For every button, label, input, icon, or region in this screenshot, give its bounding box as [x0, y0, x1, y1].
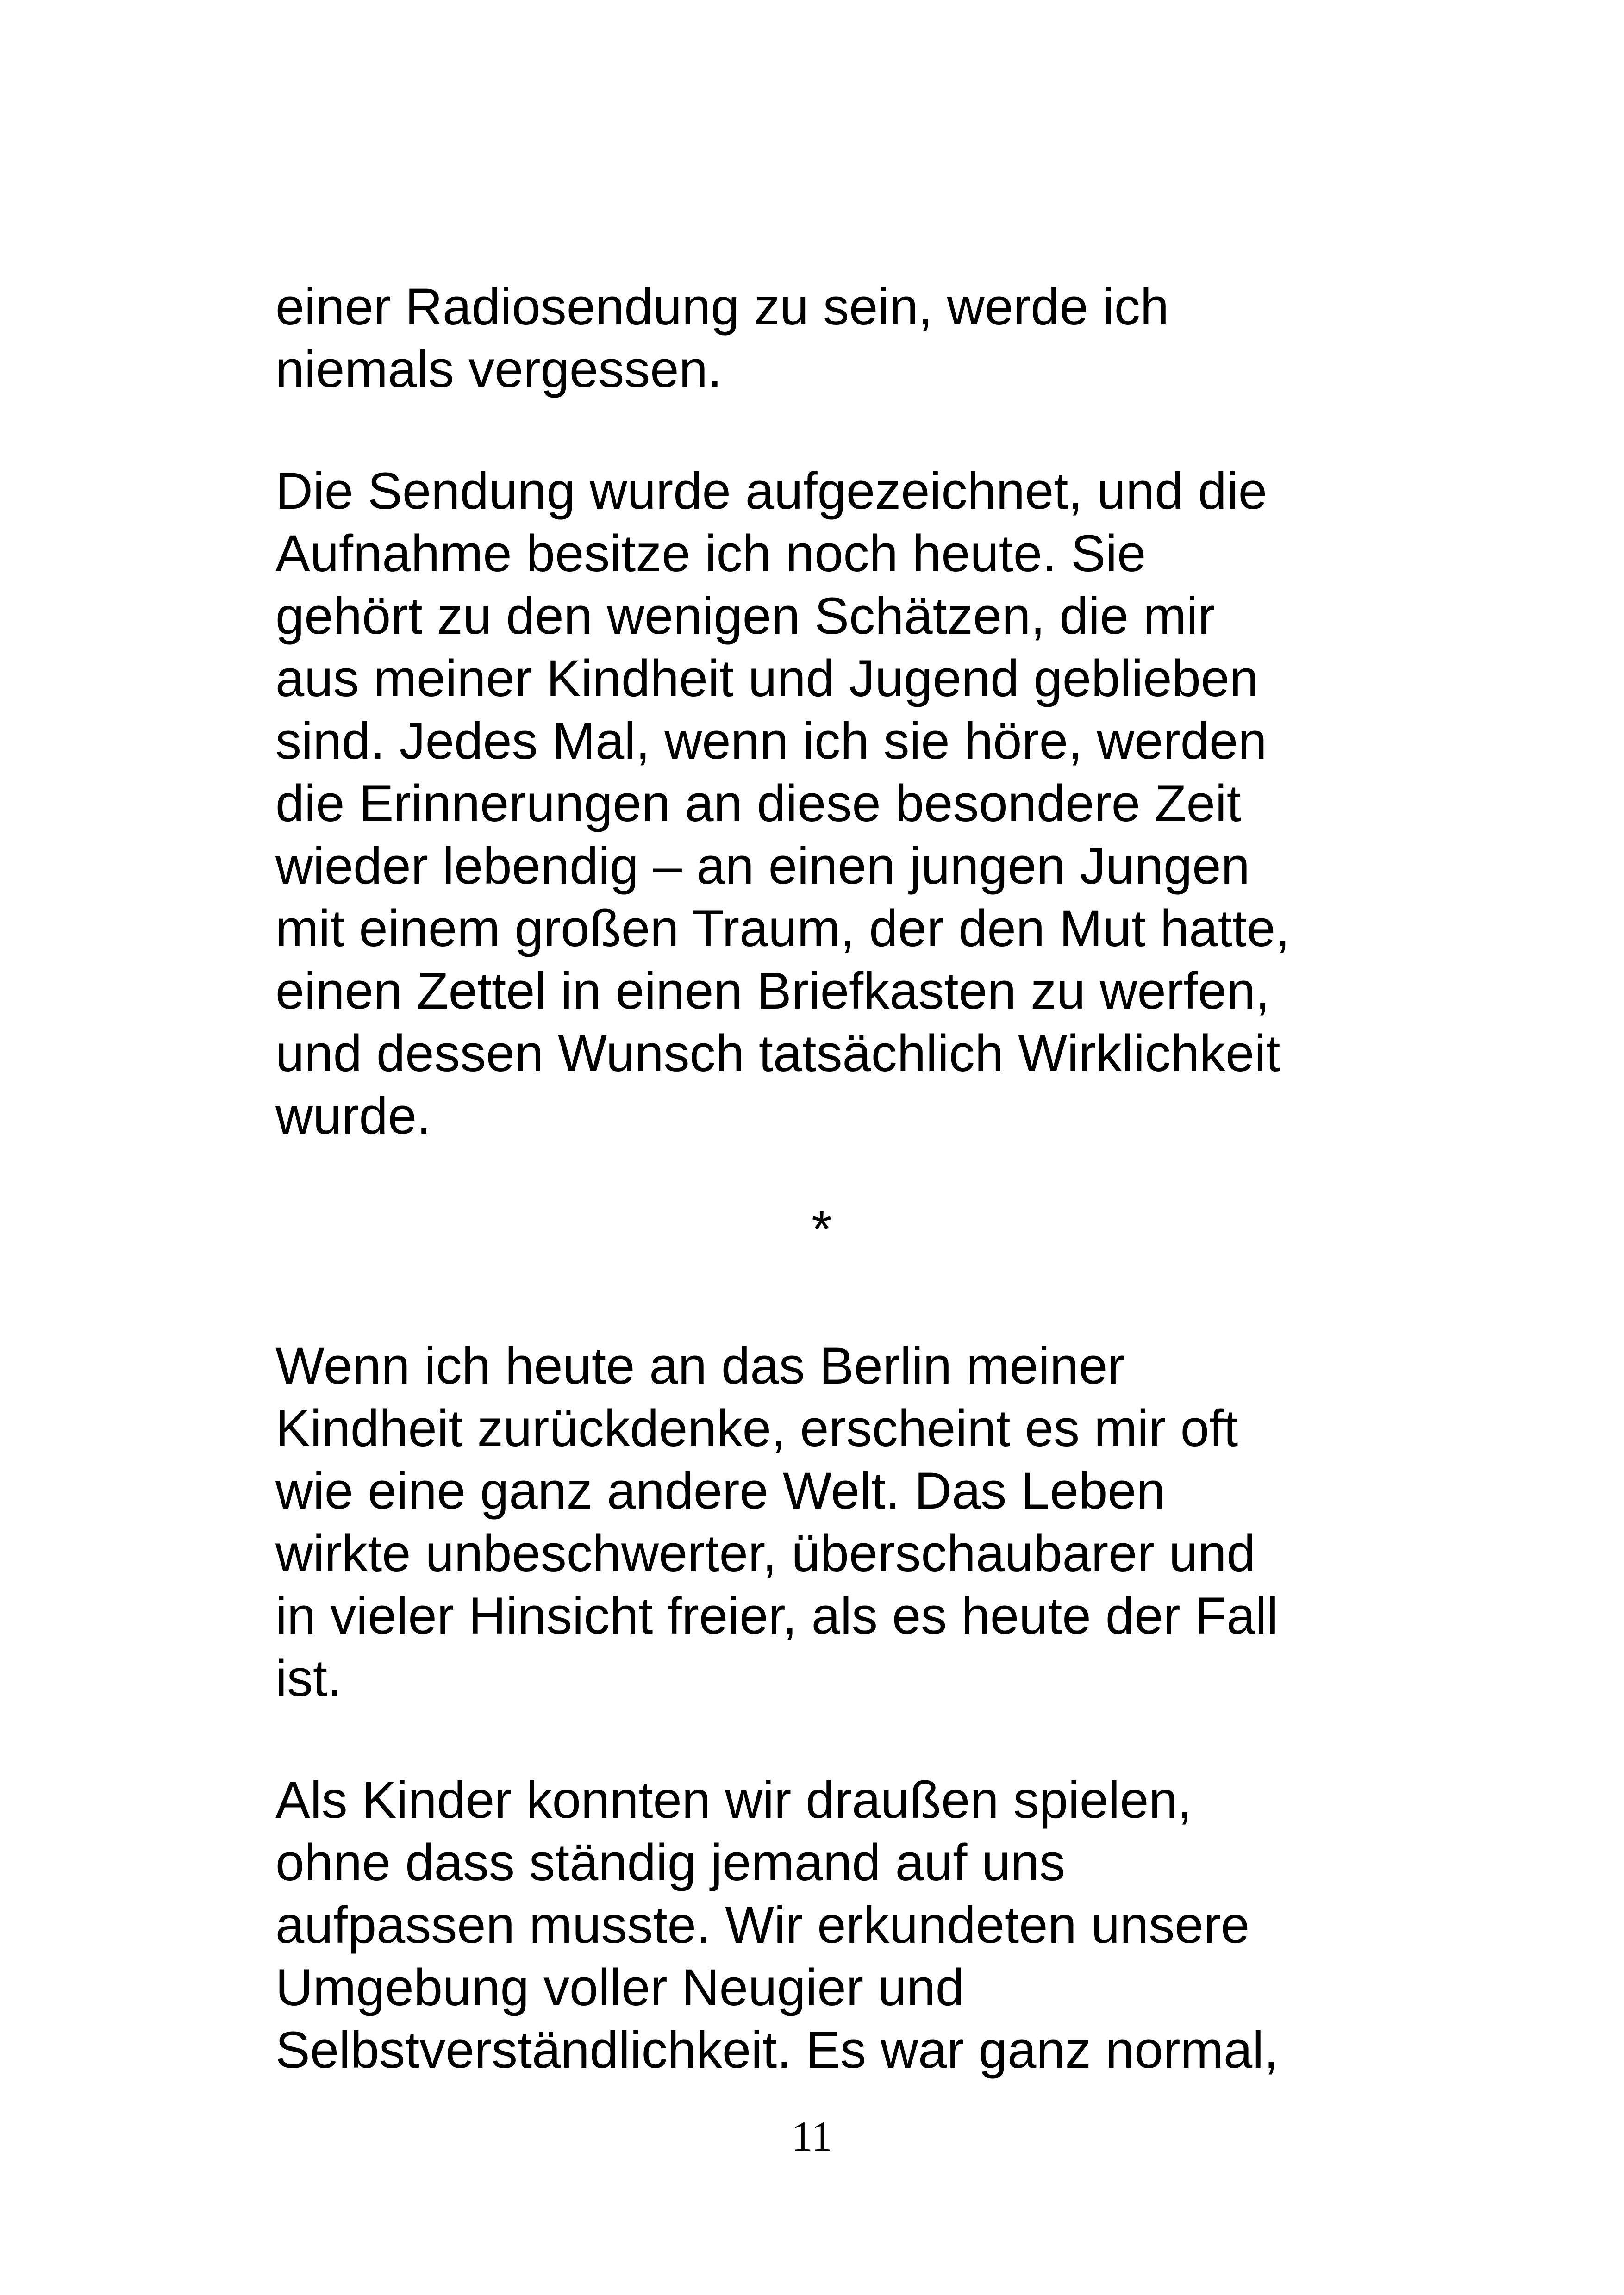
text-line: wieder lebendig – an einen jungen Jungen: [275, 837, 1250, 895]
text-line: mit einem großen Traum, der den Mut hatte,: [275, 899, 1290, 957]
text-line: die Erinnerungen an diese besondere Zeit: [275, 774, 1241, 832]
text-line: Aufnahme besitze ich noch heute. Sie: [275, 524, 1146, 582]
text-line: aufpassen musste. Wir erkundeten unsere: [275, 1896, 1250, 1954]
text-line: aus meiner Kindheit und Jugend geblieben: [275, 649, 1259, 707]
text-line: einen Zettel in einen Briefkasten zu werfen,: [275, 962, 1270, 1020]
text-line: wurde.: [275, 1087, 431, 1145]
paragraph: [275, 460, 1368, 1147]
text-line: ist.: [275, 1649, 342, 1707]
text-line: niemals vergessen.: [275, 340, 722, 398]
text-line: einer Radiosendung zu sein, werde ich: [275, 278, 1169, 336]
text-line: gehört zu den wenigen Schätzen, die mir: [275, 587, 1215, 645]
text-line: wie eine ganz andere Welt. Das Leben: [275, 1462, 1165, 1520]
text-line: wirkte unbeschwerter, überschaubarer und: [275, 1524, 1255, 1582]
body-text: [275, 275, 1368, 2140]
paragraph: [275, 275, 1368, 400]
text-line: in vieler Hinsicht freier, als es heute der Fall: [275, 1587, 1279, 1645]
text-line: Umgebung voller Neugier und: [275, 1958, 964, 2016]
page-number: 11: [791, 2113, 833, 2160]
text-line: Als Kinder konnten wir draußen spielen,: [275, 1771, 1192, 1829]
section-separator: *: [812, 1200, 832, 1258]
paragraph: [275, 1335, 1368, 1709]
text-line: ohne dass ständig jemand auf uns: [275, 1834, 1066, 1891]
text-line: Selbstverständlichkeit. Es war ganz normal,: [275, 2021, 1279, 2079]
text-line: und dessen Wunsch tatsächlich Wirklichkeit: [275, 1024, 1280, 1082]
text-line: sind. Jedes Mal, wenn ich sie höre, werden: [275, 712, 1267, 770]
paragraph: [275, 1769, 1368, 2081]
text-line: Die Sendung wurde aufgezeichnet, und die: [275, 462, 1267, 520]
text-line: Wenn ich heute an das Berlin meiner: [275, 1337, 1125, 1395]
text-line: Kindheit zurückdenke, erscheint es mir oft: [275, 1399, 1238, 1457]
